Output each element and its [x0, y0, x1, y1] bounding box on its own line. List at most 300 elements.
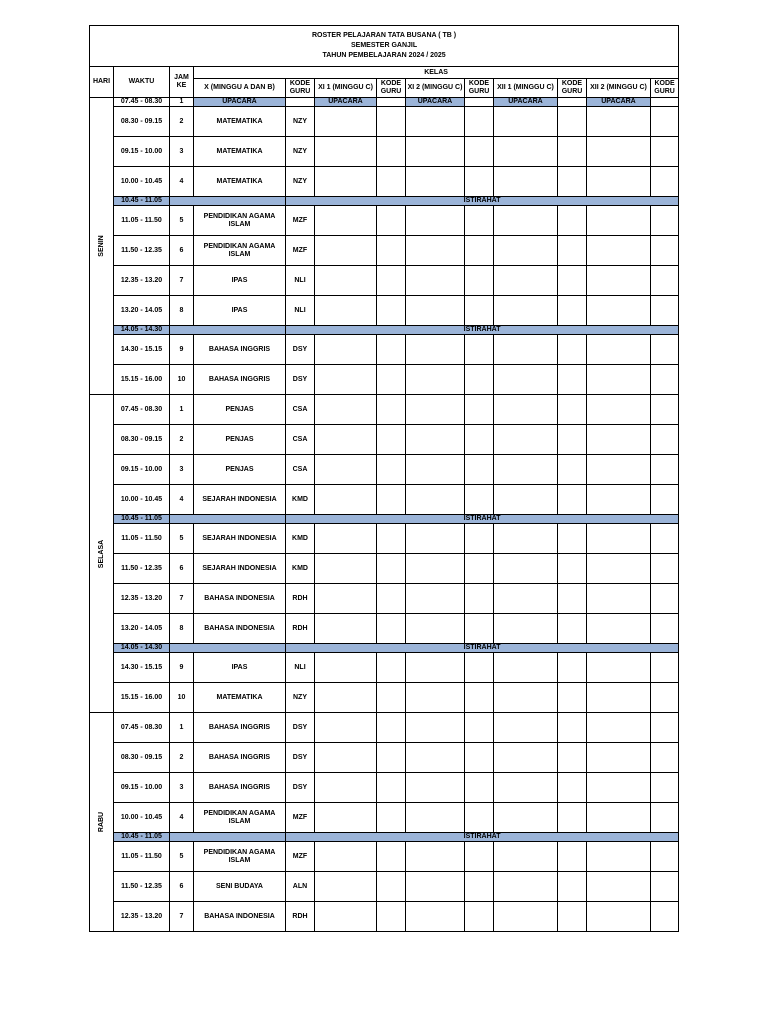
empty-cell	[465, 236, 494, 266]
empty-cell	[406, 902, 465, 932]
break-label: ISTIRAHAT	[286, 326, 679, 335]
empty-cell	[558, 902, 587, 932]
empty-cell	[377, 872, 406, 902]
col-header-xii2: XII 2 (MINGGU C)	[587, 79, 651, 98]
upacara-cell: UPACARA	[406, 98, 465, 107]
empty-cell	[315, 683, 377, 713]
empty-cell	[494, 902, 558, 932]
empty-cell	[651, 743, 679, 773]
empty-cell	[558, 614, 587, 644]
empty-cell	[315, 554, 377, 584]
empty-cell	[494, 236, 558, 266]
empty-cell	[558, 872, 587, 902]
col-header-xi2: XI 2 (MINGGU C)	[406, 79, 465, 98]
empty-cell	[558, 713, 587, 743]
empty-cell	[315, 902, 377, 932]
empty-cell	[558, 335, 587, 365]
break-time: 10.45 - 11.05	[114, 197, 170, 206]
empty-cell	[494, 107, 558, 137]
empty-cell	[651, 683, 679, 713]
empty-cell	[587, 206, 651, 236]
break-band	[170, 833, 286, 842]
jam-cell: 4	[170, 485, 194, 515]
empty-cell	[406, 236, 465, 266]
empty-cell	[465, 584, 494, 614]
time-cell: 13.20 - 14.05	[114, 614, 170, 644]
jam-cell: 4	[170, 167, 194, 197]
time-cell: 10.00 - 10.45	[114, 803, 170, 833]
empty-cell	[377, 335, 406, 365]
jam-cell: 9	[170, 653, 194, 683]
empty-cell	[406, 137, 465, 167]
break-time: 10.45 - 11.05	[114, 515, 170, 524]
empty-cell	[651, 614, 679, 644]
subject-cell: MATEMATIKA	[194, 107, 286, 137]
empty-cell	[315, 137, 377, 167]
empty-cell	[651, 773, 679, 803]
subject-cell: BAHASA INGGRIS	[194, 773, 286, 803]
jam-cell: 8	[170, 614, 194, 644]
table-row	[90, 713, 679, 743]
table-row	[90, 842, 679, 872]
time-cell: 12.35 - 13.20	[114, 584, 170, 614]
empty-cell	[315, 296, 377, 326]
col-header-kode-3: KODE GURU	[465, 79, 494, 98]
table-row	[90, 902, 679, 932]
empty-cell	[587, 872, 651, 902]
empty-cell	[406, 584, 465, 614]
empty-cell	[494, 485, 558, 515]
jam-cell: 7	[170, 584, 194, 614]
upacara-cell: UPACARA	[494, 98, 558, 107]
empty-cell	[315, 167, 377, 197]
kode-guru-cell: DSY	[286, 773, 315, 803]
kode-guru-cell: RDH	[286, 902, 315, 932]
kode-guru-cell: NZY	[286, 107, 315, 137]
empty-cell	[558, 206, 587, 236]
empty-cell	[465, 842, 494, 872]
subject-cell: BAHASA INGGRIS	[194, 365, 286, 395]
col-header-xii1: XII 1 (MINGGU C)	[494, 79, 558, 98]
empty-cell	[494, 524, 558, 554]
table-row	[90, 236, 679, 266]
col-header-hari: HARI	[90, 67, 114, 98]
empty-cell	[558, 107, 587, 137]
time-cell: 08.30 - 09.15	[114, 107, 170, 137]
table-row	[90, 584, 679, 614]
empty-cell	[465, 683, 494, 713]
col-header-kode-4: KODE GURU	[558, 79, 587, 98]
empty-cell	[465, 524, 494, 554]
col-header-jam-ke: JAM KE	[170, 67, 194, 98]
subject-cell: BAHASA INGGRIS	[194, 713, 286, 743]
empty-cell	[377, 365, 406, 395]
day-cell	[90, 98, 114, 395]
empty-cell	[558, 584, 587, 614]
col-header-kode-2: KODE GURU	[377, 79, 406, 98]
empty-cell	[651, 554, 679, 584]
time-cell: 11.05 - 11.50	[114, 842, 170, 872]
empty-cell	[587, 137, 651, 167]
empty-cell	[377, 584, 406, 614]
empty-cell	[406, 107, 465, 137]
empty-cell	[315, 773, 377, 803]
empty-cell	[377, 803, 406, 833]
col-header-waktu: WAKTU	[114, 67, 170, 98]
jam-cell: 5	[170, 842, 194, 872]
empty-cell	[494, 842, 558, 872]
empty-cell	[558, 773, 587, 803]
upacara-cell: UPACARA	[194, 98, 286, 107]
empty-cell	[406, 395, 465, 425]
table-row	[90, 653, 679, 683]
jam-cell: 1	[170, 98, 194, 107]
empty-cell	[494, 425, 558, 455]
title-line-1: ROSTER PELAJARAN TATA BUSANA ( TB )	[311, 32, 457, 39]
subject-cell: IPAS	[194, 296, 286, 326]
empty-cell	[406, 842, 465, 872]
empty-cell	[377, 167, 406, 197]
time-cell: 10.00 - 10.45	[114, 485, 170, 515]
jam-cell: 3	[170, 773, 194, 803]
empty-cell	[377, 743, 406, 773]
empty-cell	[558, 266, 587, 296]
empty-cell	[406, 266, 465, 296]
table-row	[90, 167, 679, 197]
empty-cell	[558, 395, 587, 425]
table-row	[90, 614, 679, 644]
empty-cell	[406, 653, 465, 683]
empty-cell	[651, 395, 679, 425]
empty-cell	[377, 137, 406, 167]
jam-cell: 9	[170, 335, 194, 365]
empty-cell	[465, 167, 494, 197]
jam-cell: 6	[170, 872, 194, 902]
empty-cell	[558, 236, 587, 266]
day-cell	[90, 395, 114, 713]
jam-cell: 3	[170, 455, 194, 485]
subject-cell: MATEMATIKA	[194, 167, 286, 197]
empty-cell	[651, 653, 679, 683]
kode-guru-cell: RDH	[286, 584, 315, 614]
empty-cell	[494, 584, 558, 614]
empty-cell	[494, 554, 558, 584]
empty-cell	[651, 335, 679, 365]
empty-cell	[465, 335, 494, 365]
empty-cell	[651, 485, 679, 515]
table-row	[90, 683, 679, 713]
empty-cell	[651, 206, 679, 236]
jam-cell: 4	[170, 803, 194, 833]
subject-cell: IPAS	[194, 653, 286, 683]
table-row	[90, 107, 679, 137]
subject-cell: BAHASA INGGRIS	[194, 335, 286, 365]
empty-cell	[651, 425, 679, 455]
empty-cell	[651, 872, 679, 902]
empty-cell	[406, 365, 465, 395]
empty-cell	[315, 395, 377, 425]
jam-cell: 1	[170, 713, 194, 743]
empty-cell	[587, 365, 651, 395]
empty-cell	[494, 296, 558, 326]
empty-cell	[465, 206, 494, 236]
table-row	[90, 137, 679, 167]
jam-cell: 2	[170, 107, 194, 137]
empty-cell	[465, 395, 494, 425]
table-row	[90, 296, 679, 326]
empty-cell	[558, 803, 587, 833]
empty-cell	[494, 137, 558, 167]
empty-cell	[377, 683, 406, 713]
empty-kode-cell	[558, 98, 587, 107]
time-cell: 11.05 - 11.50	[114, 524, 170, 554]
empty-cell	[465, 485, 494, 515]
subject-cell: PENDIDIKAN AGAMA ISLAM	[194, 803, 286, 833]
kode-guru-cell: CSA	[286, 455, 315, 485]
empty-cell	[377, 107, 406, 137]
empty-cell	[587, 236, 651, 266]
table-row	[90, 803, 679, 833]
empty-cell	[315, 803, 377, 833]
empty-cell	[377, 236, 406, 266]
table-row	[90, 335, 679, 365]
empty-cell	[315, 266, 377, 296]
empty-cell	[587, 524, 651, 554]
empty-cell	[651, 803, 679, 833]
break-time: 10.45 - 11.05	[114, 833, 170, 842]
empty-kode-cell	[286, 98, 315, 107]
empty-cell	[377, 296, 406, 326]
empty-cell	[377, 485, 406, 515]
kode-guru-cell: MZF	[286, 842, 315, 872]
break-band	[170, 326, 286, 335]
empty-cell	[465, 266, 494, 296]
kode-guru-cell: CSA	[286, 425, 315, 455]
empty-cell	[558, 296, 587, 326]
empty-cell	[587, 842, 651, 872]
empty-cell	[406, 773, 465, 803]
empty-cell	[558, 137, 587, 167]
kode-guru-cell: KMD	[286, 524, 315, 554]
empty-cell	[651, 842, 679, 872]
empty-cell	[406, 425, 465, 455]
empty-cell	[494, 335, 558, 365]
kode-guru-cell: NZY	[286, 137, 315, 167]
empty-cell	[558, 842, 587, 872]
empty-kode-cell	[377, 98, 406, 107]
time-cell: 13.20 - 14.05	[114, 296, 170, 326]
table-row	[90, 266, 679, 296]
break-label: ISTIRAHAT	[286, 515, 679, 524]
time-cell: 14.30 - 15.15	[114, 653, 170, 683]
empty-cell	[377, 902, 406, 932]
title-line-2: SEMESTER GANJIL	[351, 42, 418, 49]
subject-cell: SEJARAH INDONESIA	[194, 524, 286, 554]
empty-cell	[494, 713, 558, 743]
subject-cell: SEJARAH INDONESIA	[194, 485, 286, 515]
jam-cell: 6	[170, 236, 194, 266]
day-label: SELASA	[97, 539, 105, 568]
empty-cell	[315, 713, 377, 743]
empty-cell	[406, 455, 465, 485]
kode-guru-cell: DSY	[286, 743, 315, 773]
empty-cell	[406, 524, 465, 554]
table-row	[90, 485, 679, 515]
empty-cell	[406, 167, 465, 197]
empty-cell	[587, 743, 651, 773]
kode-guru-cell: DSY	[286, 335, 315, 365]
empty-cell	[315, 335, 377, 365]
time-cell: 11.50 - 12.35	[114, 872, 170, 902]
empty-cell	[651, 713, 679, 743]
empty-cell	[315, 485, 377, 515]
empty-cell	[587, 296, 651, 326]
empty-cell	[406, 683, 465, 713]
empty-cell	[558, 455, 587, 485]
empty-cell	[587, 266, 651, 296]
empty-cell	[406, 803, 465, 833]
jam-cell: 1	[170, 395, 194, 425]
time-cell: 14.30 - 15.15	[114, 335, 170, 365]
empty-cell	[406, 296, 465, 326]
empty-cell	[651, 137, 679, 167]
table-row	[90, 743, 679, 773]
empty-cell	[465, 614, 494, 644]
empty-cell	[651, 236, 679, 266]
empty-cell	[315, 455, 377, 485]
time-cell: 12.35 - 13.20	[114, 266, 170, 296]
empty-cell	[377, 425, 406, 455]
kode-guru-cell: DSY	[286, 365, 315, 395]
empty-cell	[651, 365, 679, 395]
break-label: ISTIRAHAT	[286, 644, 679, 653]
subject-cell: PENDIDIKAN AGAMA ISLAM	[194, 206, 286, 236]
time-cell: 09.15 - 10.00	[114, 773, 170, 803]
table-row	[90, 872, 679, 902]
break-label: ISTIRAHAT	[286, 197, 679, 206]
empty-cell	[377, 524, 406, 554]
jam-cell: 3	[170, 137, 194, 167]
empty-cell	[494, 803, 558, 833]
empty-cell	[315, 425, 377, 455]
empty-cell	[315, 206, 377, 236]
empty-cell	[377, 206, 406, 236]
empty-cell	[465, 365, 494, 395]
empty-cell	[406, 554, 465, 584]
table-row	[90, 395, 679, 425]
jam-cell: 2	[170, 425, 194, 455]
empty-cell	[494, 683, 558, 713]
table-row	[90, 554, 679, 584]
jam-cell: 6	[170, 554, 194, 584]
day-label: RABU	[97, 811, 105, 833]
empty-cell	[406, 206, 465, 236]
time-cell: 12.35 - 13.20	[114, 902, 170, 932]
empty-cell	[465, 743, 494, 773]
empty-cell	[465, 872, 494, 902]
empty-cell	[406, 485, 465, 515]
upacara-cell: UPACARA	[315, 98, 377, 107]
empty-cell	[494, 395, 558, 425]
empty-cell	[465, 773, 494, 803]
empty-cell	[587, 773, 651, 803]
empty-cell	[558, 524, 587, 554]
jam-cell: 10	[170, 683, 194, 713]
empty-cell	[377, 395, 406, 425]
time-cell: 10.00 - 10.45	[114, 167, 170, 197]
empty-cell	[651, 455, 679, 485]
empty-cell	[377, 554, 406, 584]
empty-cell	[587, 584, 651, 614]
time-cell: 07.45 - 08.30	[114, 395, 170, 425]
kode-guru-cell: NLI	[286, 653, 315, 683]
empty-cell	[651, 107, 679, 137]
empty-cell	[377, 713, 406, 743]
empty-cell	[377, 653, 406, 683]
empty-cell	[315, 653, 377, 683]
time-cell: 11.50 - 12.35	[114, 554, 170, 584]
empty-cell	[377, 455, 406, 485]
subject-cell: PENDIDIKAN AGAMA ISLAM	[194, 236, 286, 266]
table-row	[90, 773, 679, 803]
empty-cell	[558, 554, 587, 584]
empty-cell	[494, 455, 558, 485]
time-cell: 09.15 - 10.00	[114, 137, 170, 167]
empty-cell	[465, 713, 494, 743]
jam-cell: 7	[170, 266, 194, 296]
jam-cell: 5	[170, 524, 194, 554]
empty-cell	[315, 842, 377, 872]
break-band	[170, 515, 286, 524]
empty-cell	[494, 773, 558, 803]
col-header-kode-5: KODE GURU	[651, 79, 679, 98]
empty-kode-cell	[465, 98, 494, 107]
kode-guru-cell: MZF	[286, 236, 315, 266]
subject-cell: PENDIDIKAN AGAMA ISLAM	[194, 842, 286, 872]
empty-cell	[587, 395, 651, 425]
empty-cell	[315, 524, 377, 554]
empty-cell	[315, 236, 377, 266]
empty-cell	[465, 803, 494, 833]
empty-cell	[494, 614, 558, 644]
time-cell: 08.30 - 09.15	[114, 743, 170, 773]
empty-cell	[494, 206, 558, 236]
kode-guru-cell: NLI	[286, 266, 315, 296]
empty-cell	[465, 902, 494, 932]
empty-cell	[558, 167, 587, 197]
empty-cell	[587, 167, 651, 197]
empty-cell	[406, 614, 465, 644]
empty-cell	[651, 266, 679, 296]
empty-cell	[587, 653, 651, 683]
empty-cell	[406, 872, 465, 902]
empty-cell	[315, 584, 377, 614]
col-header-x: X (MINGGU A DAN B)	[194, 79, 286, 98]
empty-cell	[465, 455, 494, 485]
jam-cell: 10	[170, 365, 194, 395]
empty-cell	[558, 365, 587, 395]
time-cell: 11.05 - 11.50	[114, 206, 170, 236]
empty-cell	[587, 455, 651, 485]
empty-cell	[587, 554, 651, 584]
kode-guru-cell: MZF	[286, 803, 315, 833]
time-cell: 09.15 - 10.00	[114, 455, 170, 485]
col-header-xi1: XI 1 (MINGGU C)	[315, 79, 377, 98]
subject-cell: BAHASA INDONESIA	[194, 902, 286, 932]
jam-cell: 5	[170, 206, 194, 236]
empty-cell	[315, 365, 377, 395]
empty-cell	[587, 425, 651, 455]
